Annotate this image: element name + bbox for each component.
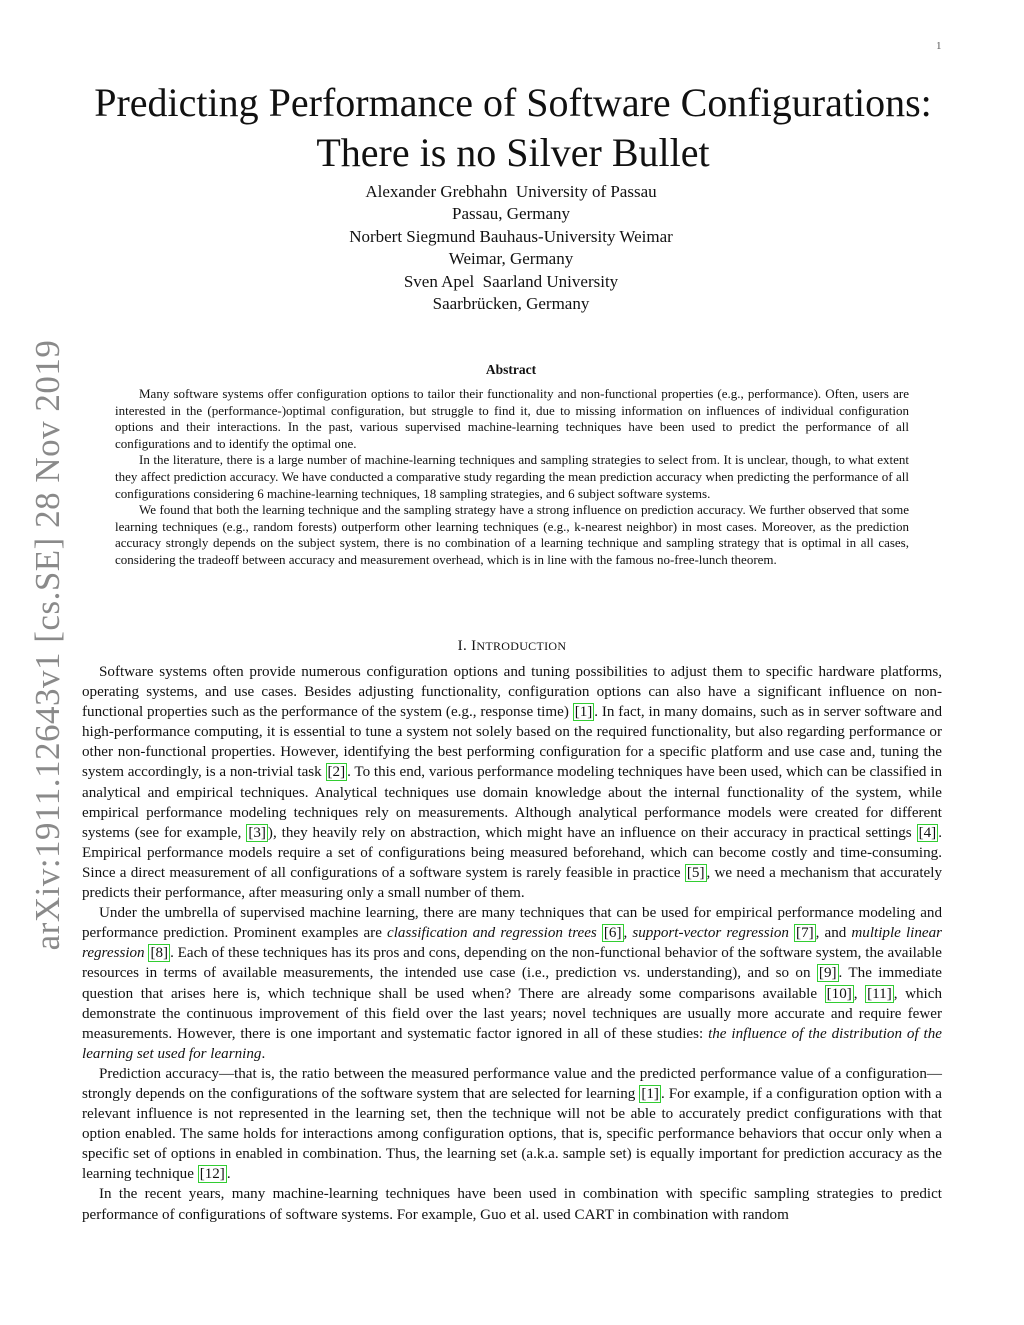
citation-link[interactable]: [10] xyxy=(826,985,852,1002)
citation-link[interactable]: [1] xyxy=(641,1085,659,1102)
author-affiliation-location: Passau, Germany xyxy=(451,204,571,224)
title-line-1: Predicting Performance of Software Configurations: xyxy=(94,80,932,125)
citation-link[interactable]: [3] xyxy=(248,824,266,841)
paper-title xyxy=(84,78,942,178)
emphasis-text: classification and regression trees xyxy=(387,925,597,942)
body-text: . For example, if a configuration option with a relevant influence is not represented in the learning set, then the technique will not be able to accurately predict configurations with that option enabled. The same holds for interactions among configuration options, that is, specific performance behaviors that occur only when a specific set of options in enabled in combination. Thus, the learning set (a.k.a. sample set) is equally important for prediction accuracy as the learning technique xyxy=(82,1085,942,1183)
author-affiliation-location: Weimar, Germany xyxy=(448,249,574,269)
body-paragraph xyxy=(82,1064,942,1185)
abstract-paragraph: We found that both the learning technique and the sampling strategy have a strong influence on prediction accuracy. We further observed that some learning techniques (e.g., random forests) outperform other learning techniques (e.g., k-nearest neighbor) in most cases. Moreover, as the prediction accuracy strongly depends on the subject system, there is no combination of a learning technique and sampling strategy that is optimal in all cases, considering the tradeoff between accuracy and measurement overhead, which is in line with the famous no-free-lunch theorem. xyxy=(115,502,909,567)
author-line: Sven Apel Saarland University xyxy=(403,271,619,291)
citation-link[interactable]: [11] xyxy=(867,985,892,1002)
citation-link[interactable]: [6] xyxy=(603,925,622,942)
page-number: 1 xyxy=(936,40,942,52)
body-text: . xyxy=(226,1166,231,1183)
citation-link[interactable]: [9] xyxy=(818,965,837,982)
body-text: ), they heavily rely on abstraction, which might have an influence on their accuracy in practical settings xyxy=(267,824,917,841)
abstract-paragraph: In the literature, there is a large number of machine-learning techniques and sampling strategies to select from. It is unclear, though, to what extent they affect prediction accuracy. We have conducted a comparative study regarding the mean prediction accuracy when predicting the performance of all configurations considering 6 machine-learning techniques, 18 sampling strategies, and 6 subject software systems. xyxy=(115,452,909,501)
section-heading-introduction xyxy=(320,638,704,655)
emphasis-text: multiple linear regression xyxy=(82,925,943,962)
author-line: Norbert Siegmund Bauhaus-University Weimar xyxy=(349,226,673,246)
introduction-body xyxy=(82,662,942,1225)
emphasis-text: support-vector regression xyxy=(632,925,789,942)
citation-link[interactable]: [2] xyxy=(327,764,346,781)
body-text: . In fact, in many domains, such as in server software and high-performance computing, it is essential to tune a system not solely based on the required functionality, but also regarding performance or other non-functional properties. However, identifying the best performing configuration for a specific platform and use case and, tuning the system accordingly, is a non-trivial task xyxy=(82,704,943,781)
author-affiliation-location: Saarbrücken, Germany xyxy=(432,294,590,314)
body-text: . To this end, various performance modeling techniques have been used, which can be classified in analytical and empirical techniques. Analytical techniques use domain knowledge about the internal functionality of the system, while empirical performance modeling techniques rely on measurements. Although analytical performance models were created for different systems (see for example, xyxy=(82,764,943,841)
author-block xyxy=(220,181,802,315)
citation-link[interactable]: [4] xyxy=(918,824,937,841)
body-text: , which demonstrate the continuous improvement of this field over the last years; novel techniques are usually more accurate and require fewer measurements. However, there is one important and systematic factor ignored in all of these studies: xyxy=(82,985,942,1042)
body-text: Software systems often provide numerous configuration options and tuning possibilities to adjust them to specific hardware platforms, operating systems, and use cases. Besides adjusting functionality, configuration options can also have a significant influence on non-functional properties such as the performance of the system (e.g., response time) xyxy=(82,664,942,721)
body-text: , we need a mechanism that accurately predicts their performance, after measuring only a small number of them. xyxy=(82,864,942,902)
body-text: . Empirical performance models require a set of configurations being measured beforehand, which can become costly and time-consuming. Since a direct measurement of all configurations of a software system is rarely feasible in practice xyxy=(82,824,942,881)
body-text: . The immediate question that arises here is, which technique shall be used when? There are already some comparisons available xyxy=(82,965,942,1002)
body-text: . Each of these techniques has its pros and cons, depending on the non-functional behavior of the software system, the available resources in terms of available measurements, the intended use case (i.e., prediction vs. understanding), and so on xyxy=(82,945,942,982)
body-text: . xyxy=(261,1045,266,1062)
body-text: , and xyxy=(815,925,852,942)
emphasis-text: the influence of the distribution of the learning set used for learning xyxy=(82,1025,942,1062)
arxiv-identifier-stamp: arXiv:1911.12643v1 [cs.SE] 28 Nov 2019 xyxy=(28,339,67,951)
abstract-paragraph: Many software systems offer configuration options to tailor their functionality and non-functional properties (e.g., performance). Often, users are interested in the (performance-)optimal configuration, but struggle to find it, due to missing information on influences of individual configuration options and their interactions. In the past, various supervised machine-learning techniques have been used to predict the performance of all configurations and to identify the optimal one. xyxy=(115,386,909,451)
title-line-2: There is no Silver Bullet xyxy=(316,130,710,175)
abstract-body xyxy=(115,386,909,569)
section-number: I. xyxy=(457,638,468,654)
citation-link[interactable]: [5] xyxy=(686,864,705,881)
abstract-heading: Abstract xyxy=(485,362,537,377)
body-paragraph xyxy=(82,662,942,903)
body-paragraph xyxy=(82,903,942,1064)
body-text: Prediction accuracy—that is, the ratio between the measured performance value and the predicted performance value of a configuration—strongly depends on the configurations of the software system that are selected for learning xyxy=(82,1065,942,1102)
section-title-rest: NTRODUCTION xyxy=(476,639,567,653)
body-paragraph: In the recent years, many machine-learning techniques have been used in combination with specific sampling strategies to predict performance of configurations of software systems. For example, Guo et al. used CART in combination with random xyxy=(82,1186,942,1223)
citation-link[interactable]: [12] xyxy=(199,1166,225,1183)
section-title-initial: I xyxy=(471,638,477,654)
citation-link[interactable]: [7] xyxy=(796,925,814,942)
body-text: , xyxy=(853,985,866,1002)
body-text: Under the umbrella of supervised machine learning, there are many techniques that can be used for empirical performance modeling and performance prediction. Prominent examples are xyxy=(82,905,942,942)
body-text: , xyxy=(623,925,633,942)
citation-link[interactable]: [1] xyxy=(574,704,593,721)
author-line: Alexander Grebhahn University of Passau xyxy=(365,182,657,201)
citation-link[interactable]: [8] xyxy=(150,945,169,962)
